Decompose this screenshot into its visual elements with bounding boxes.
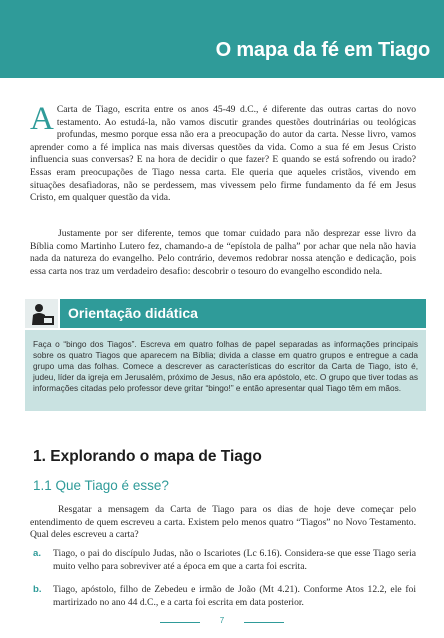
orientation-box: Faça o “bingo dos Tiagos”. Escreva em quatro folhas de papel separadas as informações principais sobre os quatro Tiagos que aparecem na Bíblia; divida a classe em quatro grupos e entregue a cada grupo uma das folhas. Comece a descrever as características do escritor da Carta de Tiago, isto é, judeu, líder da igreja em Jerusalém, próximo de Jesus, não era apóstolo, etc. O grupo que tiver todas as informações citadas pelo professor deve gritar “bingo!” e então apresentar qual Tiago têm em mãos. — [25, 330, 426, 411]
list-item-label: a. — [33, 548, 42, 559]
section-heading: 1. Explorando o mapa de Tiago — [33, 448, 262, 465]
list-item-text: Tiago, o pai do discípulo Judas, não o Iscariotes (Lc 6.16). Considera-se que esse Tiago seria muito velho para sobreviver até a época em que a carta foi escrita. — [53, 548, 416, 572]
section-paragraph: Resgatar a mensagem da Carta de Tiago para os dias de hoje deve começar pelo entendimento de quem escreveu a carta. Existem pelo menos quatro “Tiagos” no Novo Testamento. Qual deles escreveu a carta? — [30, 504, 416, 541]
drop-cap: A — [30, 101, 54, 137]
list-item — [33, 548, 416, 573]
list-item-label: b. — [33, 584, 42, 595]
page-title: O mapa da fé em Tiago — [215, 39, 430, 61]
intro-text: Carta de Tiago, escrita entre os anos 45-49 d.C., é diferente das outras cartas do novo testamento. Ao estudá-la, não vamos discutir grandes questões doutrinárias ou teológicas profundas, mesmo porque essa não era a preocupação do autor da carta. Nesse livro, vamos aprender como a fé implica nas mais diversas questões da vida. Como a sua fé em Jesus Cristo influencia suas conversas? E na hora de decidir o que fazer? E quando se está sofrendo ou irado? Essas eram preocupações de Tiago nessa carta. Ele queria que aqueles cristãos, vivendo em situações desafiadoras, não se perdessem, mas vivessem pelo firme fundamento da fé em Jesus Cristo, em qualquer questão da vida. — [30, 104, 416, 204]
teacher-icon — [25, 299, 58, 328]
paragraph-lutero: Justamente por ser diferente, temos que tomar cuidado para não desprezar esse livro da Bíblia como Martinho Lutero fez, chamando-a de “epístola de palha” por achar que nela não havia nada da natureza do evangelho. Pelo contrário, devemos redobrar nossa atenção e dedicação, pois essa carta nos traz um verdadeiro desafio: descobrir o tesouro do evangelho escondido nela. — [30, 228, 416, 277]
orientation-title-bar — [60, 299, 426, 328]
footer-rule-left — [160, 622, 200, 623]
intro-paragraph — [30, 101, 416, 205]
footer-rule-right — [244, 622, 284, 623]
list-item — [33, 584, 416, 609]
header-band — [0, 0, 444, 78]
orientation-header — [25, 299, 426, 328]
page-number: 7 — [219, 616, 225, 625]
orientation-title: Orientação didática — [68, 305, 198, 321]
list-item-text: Tiago, apóstolo, filho de Zebedeu e irmão de João (Mt 4.21). Conforme Atos 12.2, ele foi martirizado no ano 44 d.C., e a carta foi escrita em data posterior. — [53, 584, 416, 608]
subsection-heading: 1.1 Que Tiago é esse? — [33, 478, 169, 493]
